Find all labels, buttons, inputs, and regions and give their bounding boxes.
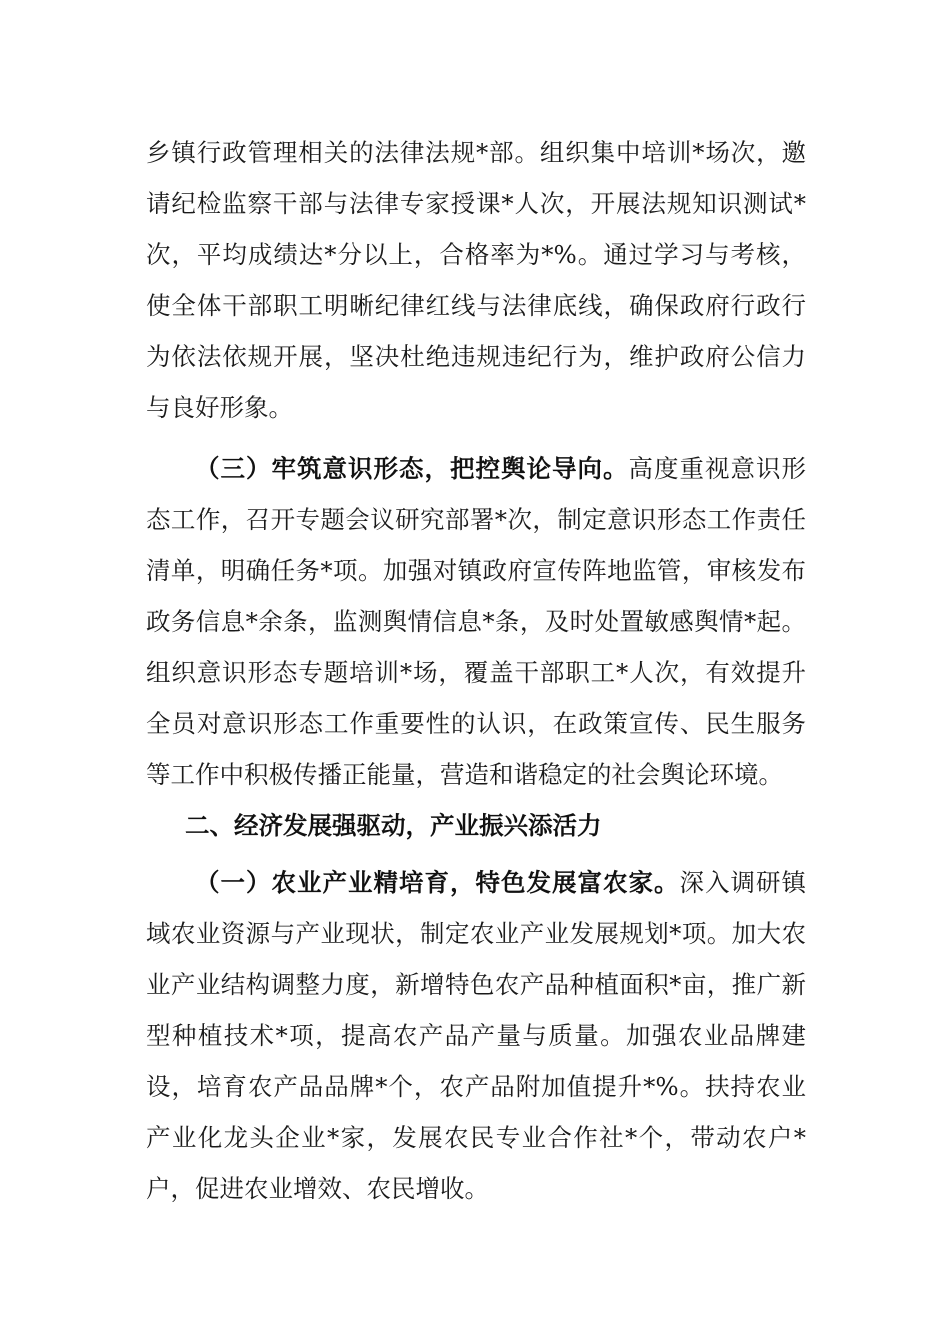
paragraph-text: 深入调研镇域农业资源与产业现状，制定农业产业发展规划*项。加大农业产业结构调整力度，新增特色农产品种植面积*亩，推广新型种植技术*项，提高农产品产量与质量。加强农业品牌建设，培育农产品品牌*个，农产品附加值提升*%。扶持农业产业化龙头企业*家，发展农民专业合作社*个，带动农户*户，促进农业增效、农民增收。: [146, 868, 806, 1203]
paragraph-continued: [146, 127, 806, 433]
paragraph-agriculture: [146, 857, 806, 1214]
subsection-title: （一）农业产业精培育，特色发展富农家。: [195, 868, 680, 897]
paragraph-ideology: [146, 443, 806, 800]
section-heading: 二、经济发展强驱动，产业振兴添活力: [185, 811, 602, 840]
paragraph-text: 高度重视意识形态工作，召开专题会议研究部署*次，制定意识形态工作责任清单，明确任务*项。加强对镇政府宣传阵地监管，审核发布政务信息*余条，监测舆情信息*条，及时处置敏感舆情*起。组织意识形态专题培训*场，覆盖干部职工*人次，有效提升全员对意识形态工作重要性的认识，在政策宣传、民生服务等工作中积极传播正能量，营造和谐稳定的社会舆论环境。: [146, 454, 806, 789]
document-page: [146, 127, 806, 1214]
subsection-title: （三）牢筑意识形态，把控舆论导向。: [195, 454, 629, 483]
paragraph-text: 乡镇行政管理相关的法律法规*部。组织集中培训*场次，邀请纪检监察干部与法律专家授课*人次，开展法规知识测试*次，平均成绩达*分以上，合格率为*%。通过学习与考核，使全体干部职工明晰纪律红线与法律底线，确保政府行政行为依法依规开展，坚决杜绝违规违纪行为，维护政府公信力与良好形象。: [146, 138, 806, 422]
